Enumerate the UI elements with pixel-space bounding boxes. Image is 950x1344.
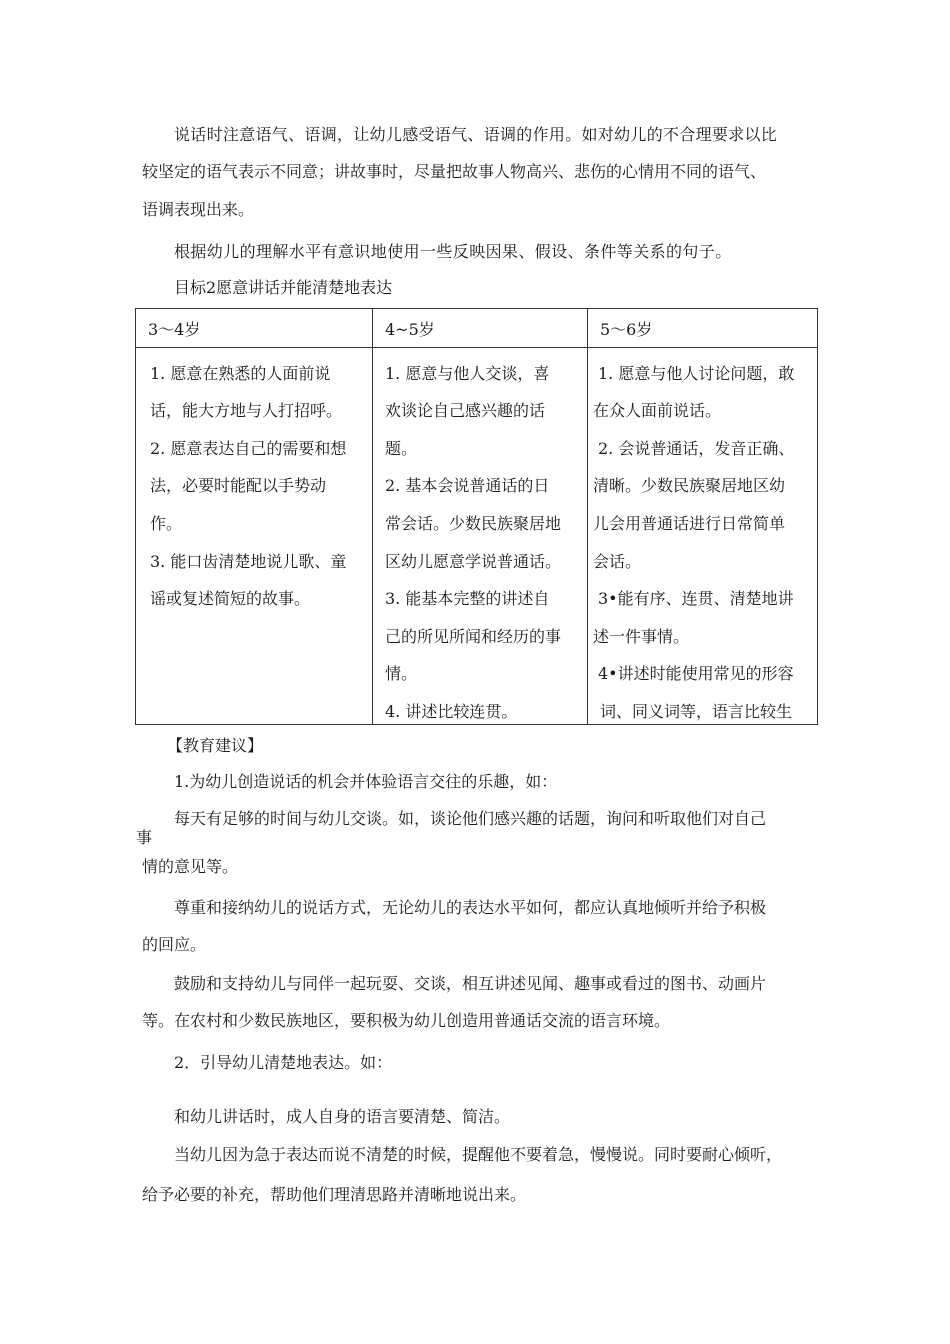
cell-line: 2. 愿意表达自己的需要和想 (150, 439, 347, 458)
header-age-4-5: 4~5岁 (385, 320, 435, 339)
cell-line: 述一件事情。 (593, 627, 690, 646)
cell-line: 清晰。少数民族聚居地区幼 (593, 476, 786, 495)
cell-line: 2. 基本会说普通话的日 (385, 476, 550, 495)
cell-line: 常会话。少数民族聚居地 (385, 514, 562, 533)
table-header-cell (136, 309, 373, 348)
goal-title: 目标2愿意讲话并能清楚地表达 (174, 278, 393, 297)
goals-col-5-6 (588, 348, 817, 724)
cell-line: 1. 愿意与他人交谈，喜 (385, 364, 550, 383)
intro-line: 根据幼儿的理解水平有意识地使用一些反映因果、假设、条件等关系的句子。 (174, 242, 732, 261)
cell-line: 欢谈论自己感兴趣的话 (385, 401, 546, 420)
header-age-5-6: 5〜6岁 (600, 320, 653, 339)
cell-line: 1. 愿意与他人讨论问题，敢 (598, 364, 795, 383)
cell-line: 儿会用普通话进行日常简单 (593, 514, 786, 533)
header-age-3-4: 3〜4岁 (148, 320, 201, 339)
cell-line: 话，能大方地与人打招呼。 (150, 401, 343, 420)
advice-line: 2．引导幼儿清楚地表达。如： (174, 1053, 393, 1072)
cell-line: 词、同义词等，语言比较生 (600, 702, 793, 721)
cell-line: 1. 愿意在熟悉的人面前说 (150, 364, 331, 383)
advice-line: 1.为幼儿创造说话的机会并体验语言交往的乐趣，如： (174, 772, 558, 791)
advice-line: 事 (136, 828, 153, 847)
advice-line: 的回应。 (142, 935, 207, 954)
cell-line: 谣或复述简短的故事。 (150, 589, 311, 608)
table-header-cell (373, 309, 588, 348)
cell-line: 区幼儿愿意学说普通话。 (385, 552, 562, 571)
intro-line: 说话时注意语气、语调，让幼儿感受语气、语调的作用。如对幼儿的不合理要求以比 (174, 125, 778, 144)
advice-line: 每天有足够的时间与幼儿交谈。如，谈论他们感兴趣的话题，询问和听取他们对自己 (174, 809, 767, 828)
advice-line: 和幼儿讲话时，成人自身的语言要清楚、简洁。 (174, 1107, 511, 1126)
cell-line: 在众人面前说话。 (593, 401, 722, 420)
cell-line: 4•讲述时能使用常见的形容 (598, 664, 794, 683)
cell-line: 3. 能口齿清楚地说儿歌、童 (150, 552, 347, 571)
goals-col-3-4 (136, 348, 372, 724)
advice-heading: 【教育建议】 (167, 736, 264, 755)
cell-line: 3. 能基本完整的讲述自 (385, 589, 550, 608)
goals-col-4-5 (373, 348, 587, 724)
cell-line: 3•能有序、连贯、清楚地讲 (598, 589, 794, 608)
cell-line: 法，必要时能配以手势动 (150, 476, 327, 495)
cell-line: 4. 讲述比较连贯。 (385, 702, 518, 721)
table-header-row (136, 309, 818, 348)
advice-line: 鼓励和支持幼儿与同伴一起玩耍、交谈，相互讲述见闻、趣事或看过的图书、动画片 (174, 974, 767, 993)
cell-line: 作。 (150, 514, 183, 533)
cell-line: 情。 (385, 664, 418, 683)
cell-line: 己的所见所闻和经历的事 (385, 627, 562, 646)
advice-line: 等。在农村和少数民族地区，要积极为幼儿创造用普通话交流的语言环境。 (142, 1011, 671, 1030)
cell-line: 2. 会说普通话，发音正确、 (598, 439, 795, 458)
table-header-cell (588, 309, 818, 348)
intro-line: 较坚定的语气表示不同意；讲故事时，尽量把故事人物高兴、悲伤的心情用不同的语气、 (142, 162, 767, 181)
table-cell (136, 348, 373, 725)
cell-line: 题。 (385, 439, 418, 458)
table-cell (373, 348, 588, 725)
advice-line: 当幼儿因为急于表达而说不清楚的时候，提醒他不要着急，慢慢说。同时要耐心倾听， (174, 1145, 783, 1164)
cell-line: 会话。 (593, 552, 642, 571)
goals-table (135, 308, 818, 725)
advice-line: 给予必要的补充，帮助他们理清思路并清晰地说出来。 (142, 1185, 527, 1204)
table-cell (588, 348, 818, 725)
table-row (136, 348, 818, 725)
intro-line: 语调表现出来。 (142, 200, 255, 219)
advice-line: 情的意见等。 (142, 857, 239, 876)
advice-line: 尊重和接纳幼儿的说话方式，无论幼儿的表达水平如何，都应认真地倾听并给予积极 (174, 898, 767, 917)
